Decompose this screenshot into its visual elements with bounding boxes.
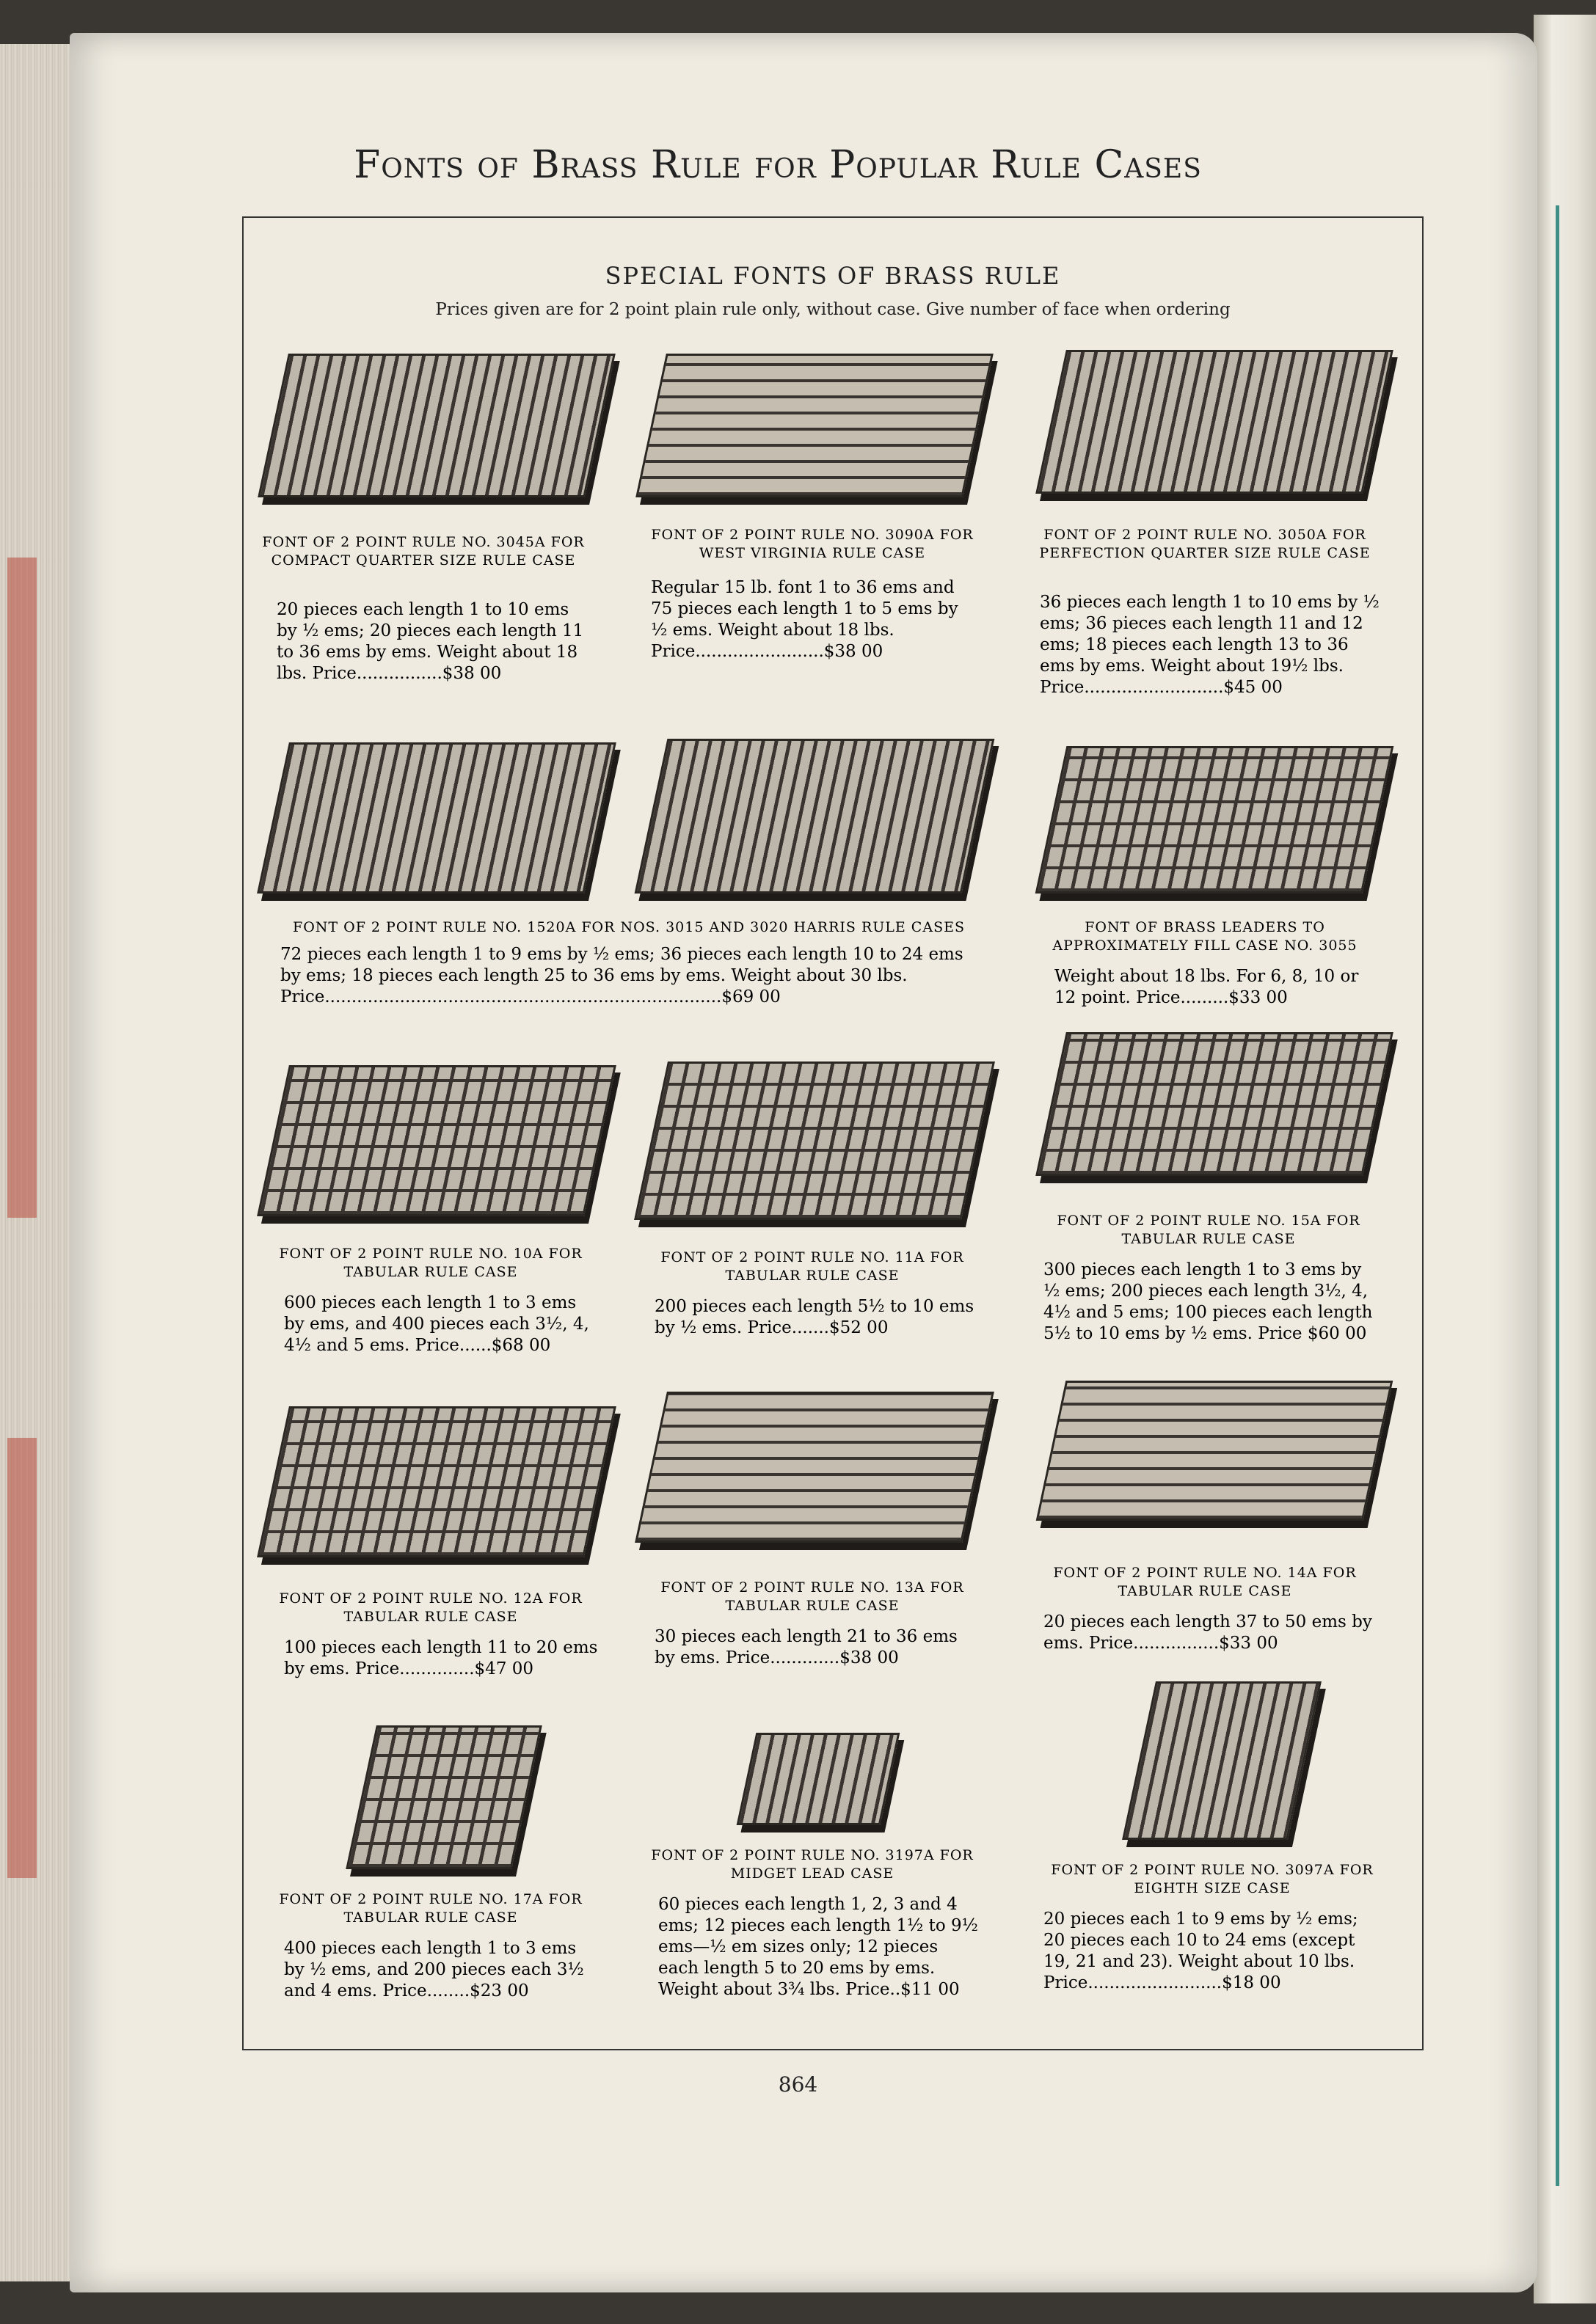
rule-case-image <box>635 739 995 894</box>
item-description: 400 pieces each length 1 to 3 ems by ½ ems, and 200 pieces each 3½ and 4 ems. Price........$23 00 <box>284 1939 584 2000</box>
item-caption: FONT OF BRASS LEADERS TO APPROXIMATELY FILL CASE NO. 3055 <box>1052 919 1358 954</box>
edge-stain <box>7 558 37 1218</box>
item-description: Regular 15 lb. font 1 to 36 ems and 75 pieces each length 1 to 5 ems by ½ ems. Weight about 18 lbs. Price........................$38 00 <box>651 578 958 661</box>
item-caption: FONT OF 2 POINT RULE NO. 11A FOR TABULAR RULE CASE <box>660 1249 964 1284</box>
item-description: 30 pieces each length 21 to 36 ems by ems. Price.............$38 00 <box>655 1627 958 1667</box>
content-frame <box>242 216 1424 2050</box>
rule-case-image <box>635 1392 994 1543</box>
item-description: Weight about 18 lbs. For 6, 8, 10 or 12 point. Price.........$33 00 <box>1054 967 1359 1007</box>
item-caption: FONT OF 2 POINT RULE NO. 12A FOR TABULAR RULE CASE <box>279 1590 583 1625</box>
rule-case-image <box>1036 1381 1393 1521</box>
section-heading: SPECIAL FONTS OF BRASS RULE <box>605 262 1061 290</box>
item-description: 200 pieces each length 5½ to 10 ems by ½ ems. Price.......$52 00 <box>655 1297 974 1337</box>
book-right-edge <box>1534 15 1596 2303</box>
page-number: 864 <box>778 2072 818 2097</box>
edge-stain <box>7 1438 37 1878</box>
rule-case-image <box>257 742 616 894</box>
page-title: Fonts of Brass Rule for Popular Rule Cases <box>354 143 1202 187</box>
item-description: 20 pieces each 1 to 9 ems by ½ ems; 20 pieces each 10 to 24 ems (except 19, 21 and 23). Weight about 10 lbs. Price.........................$18 00 <box>1043 1910 1358 1992</box>
item-description: 100 pieces each length 11 to 20 ems by ems. Price..............$47 00 <box>284 1638 598 1678</box>
item-caption: FONT OF 2 POINT RULE NO. 13A FOR TABULAR RULE CASE <box>660 1579 964 1614</box>
item-description: 72 pieces each length 1 to 9 ems by ½ ems; 36 pieces each length 10 to 24 ems by ems; 18 pieces each length 25 to 36 ems by ems. Weight about 30 lbs. Price..........................................................................$69 00 <box>280 945 963 1006</box>
item-caption: FONT OF 2 POINT RULE NO. 17A FOR TABULAR RULE CASE <box>279 1891 583 1926</box>
item-caption: FONT OF 2 POINT RULE NO. 3090A FOR WEST VIRGINIA RULE CASE <box>651 527 974 561</box>
item-caption: FONT OF 2 POINT RULE NO. 3197A FOR MIDGET LEAD CASE <box>651 1847 974 1882</box>
section-subheading: Prices given are for 2 point plain rule only, without case. Give number of face when ordering <box>435 300 1231 319</box>
item-caption: FONT OF 2 POINT RULE NO. 3050A FOR PERFECTION QUARTER SIZE RULE CASE <box>1039 527 1371 561</box>
rule-case-image <box>1035 746 1394 894</box>
rule-case-image <box>257 1406 616 1557</box>
item-description: 300 pieces each length 1 to 3 ems by ½ ems; 200 pieces each length 3½, 4, 4½ and 5 ems; 100 pieces each length 5½ to 10 ems by ½ ems. Price $60 00 <box>1043 1260 1373 1343</box>
rule-case-image <box>737 1733 900 1825</box>
rule-case-image <box>257 1065 616 1216</box>
item-caption: FONT OF 2 POINT RULE NO. 15A FOR TABULAR RULE CASE <box>1057 1213 1360 1247</box>
rule-case-image <box>635 354 994 497</box>
rule-case-image <box>346 1725 542 1869</box>
item-caption: FONT OF 2 POINT RULE NO. 14A FOR TABULAR RULE CASE <box>1053 1565 1357 1599</box>
item-caption: FONT OF 2 POINT RULE NO. 10A FOR TABULAR RULE CASE <box>279 1246 583 1280</box>
item-caption: FONT OF 2 POINT RULE NO. 3097A FOR EIGHTH SIZE CASE <box>1051 1862 1374 1896</box>
rule-case-image <box>1122 1681 1322 1840</box>
item-caption: FONT OF 2 POINT RULE NO. 3045A FOR COMPACT QUARTER SIZE RULE CASE <box>262 534 585 569</box>
item-description: 600 pieces each length 1 to 3 ems by ems, and 400 pieces each 3½, 4, 4½ and 5 ems. Price......$68 00 <box>284 1293 589 1355</box>
rule-case-image <box>1035 350 1393 494</box>
item-description: 20 pieces each length 1 to 10 ems by ½ ems; 20 pieces each length 11 to 36 ems by ems. Weight about 18 lbs. Price................$38 00 <box>277 600 584 683</box>
item-description: 36 pieces each length 1 to 10 ems by ½ ems; 36 pieces each length 11 and 12 ems; 18 pieces each length 13 to 36 ems by ems. Weight about 19½ lbs. Price..........................$45 00 <box>1040 593 1380 697</box>
item-description: 60 pieces each length 1, 2, 3 and 4 ems; 12 pieces each length 1½ to 9½ ems—½ em sizes only; 12 pieces each length 5 to 20 ems by ems. Weight about 3¾ lbs. Price..$11 00 <box>658 1895 978 1999</box>
rule-case-image <box>258 354 616 497</box>
edge-line <box>1556 205 1559 2186</box>
item-description: 20 pieces each length 37 to 50 ems by ems. Price................$33 00 <box>1043 1612 1372 1653</box>
rule-case-image <box>634 1061 995 1220</box>
item-caption: FONT OF 2 POINT RULE NO. 1520A FOR NOS. 3015 AND 3020 HARRIS RULE CASES <box>293 919 965 935</box>
rule-case-image <box>1035 1032 1393 1176</box>
book-left-edge <box>0 44 81 2281</box>
